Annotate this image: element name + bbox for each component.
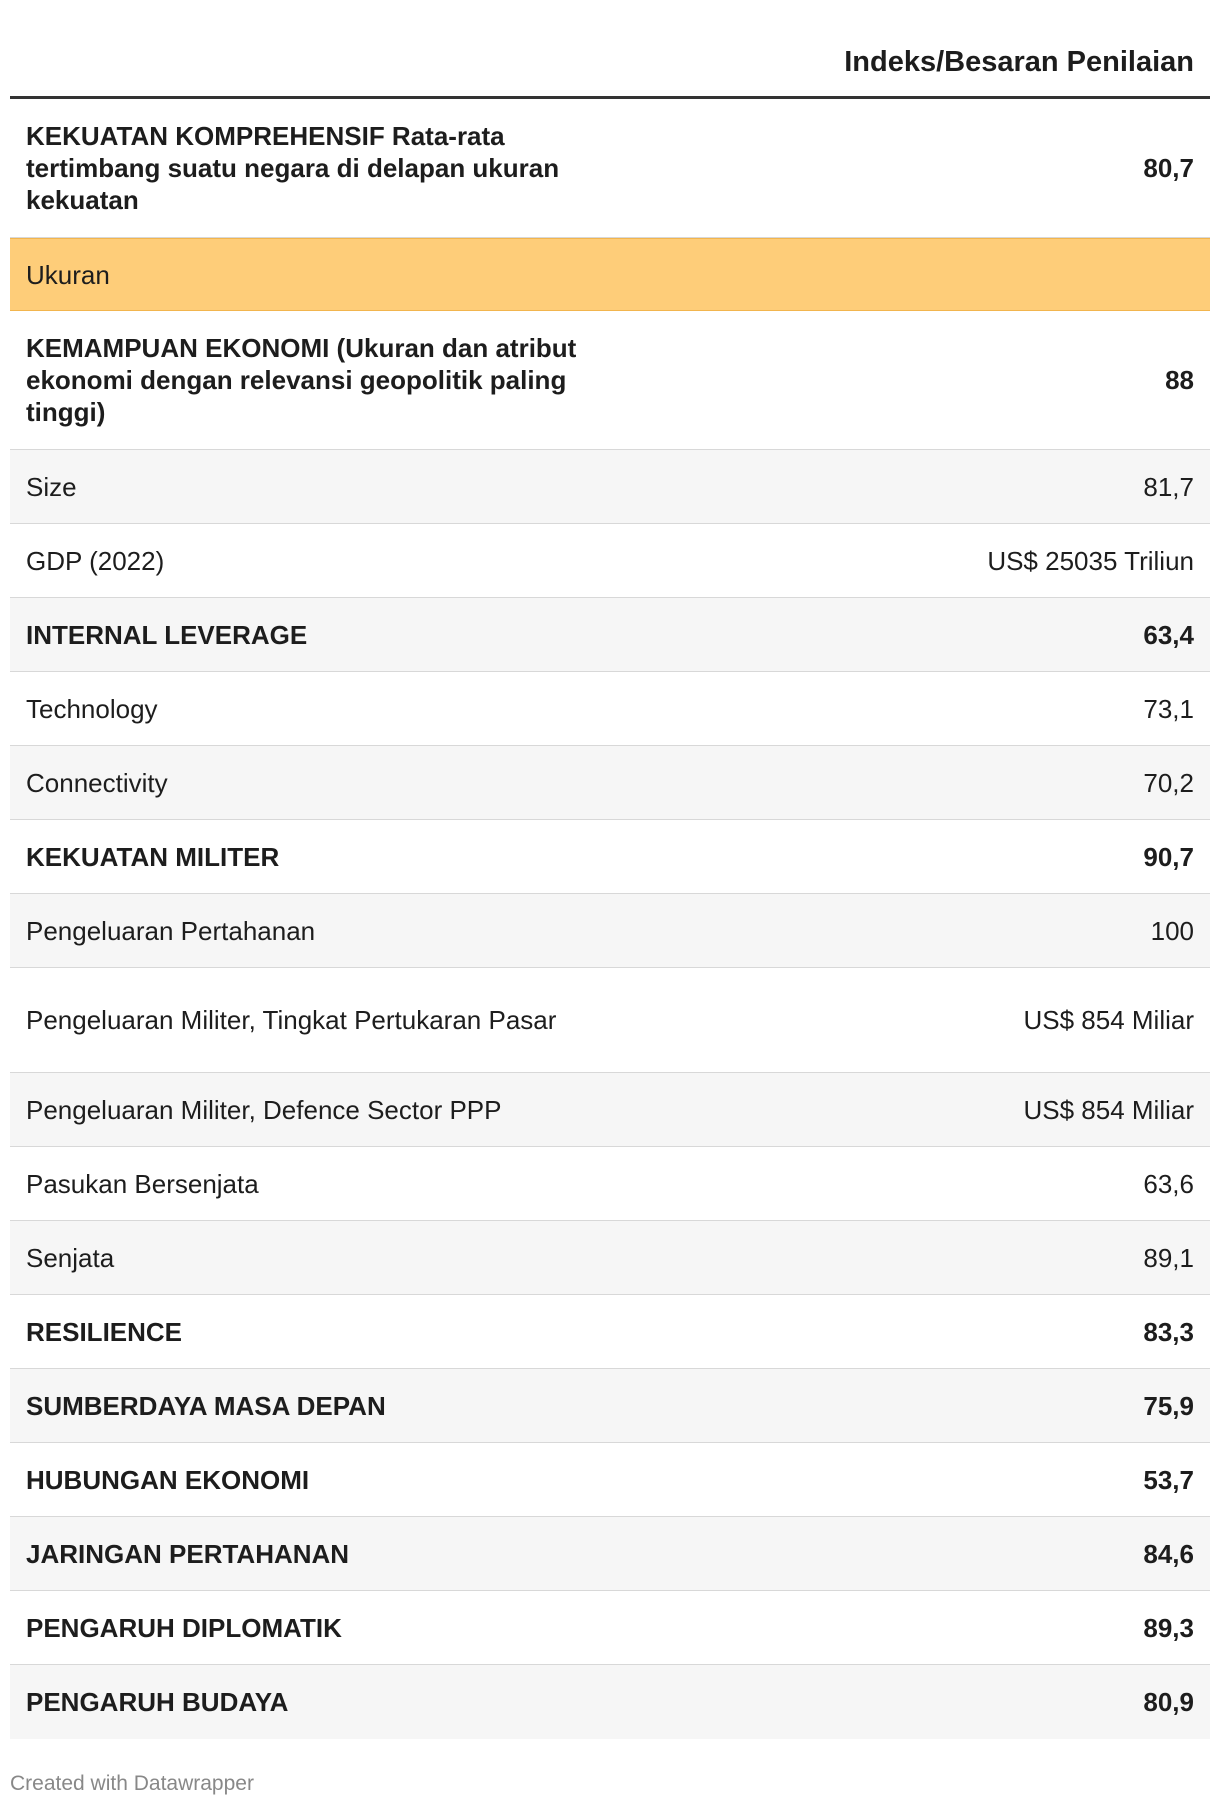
table-row-cultural-influence bbox=[10, 1665, 1210, 1739]
row-label: KEKUATAN KOMPREHENSIF Rata-rata tertimbang suatu negara di delapan ukuran kekuatan bbox=[26, 121, 560, 215]
table-row bbox=[10, 746, 1210, 820]
row-value: 88 bbox=[1165, 365, 1194, 395]
row-label: Technology bbox=[26, 693, 158, 724]
table-row-comprehensive-power bbox=[10, 99, 1210, 238]
row-value: 73,1 bbox=[1143, 693, 1194, 724]
table-row bbox=[10, 1073, 1210, 1147]
table-header bbox=[10, 0, 1210, 99]
row-value: 89,3 bbox=[1143, 1612, 1194, 1643]
row-value: 90,7 bbox=[1143, 841, 1194, 872]
table-row bbox=[10, 524, 1210, 598]
row-label: Pengeluaran Pertahanan bbox=[26, 915, 316, 946]
table-row bbox=[10, 894, 1210, 968]
row-label: Pengeluaran Militer, Defence Sector PPP bbox=[26, 1094, 502, 1125]
row-value: 70,2 bbox=[1143, 767, 1194, 798]
table-row-economic-relationships bbox=[10, 1443, 1210, 1517]
row-label: Connectivity bbox=[26, 767, 168, 798]
section-label: Ukuran bbox=[26, 259, 110, 290]
row-value: US$ 854 Miliar bbox=[1023, 1094, 1194, 1125]
table-row bbox=[10, 1221, 1210, 1295]
table-row-internal-leverage bbox=[10, 598, 1210, 672]
column-header-label: Indeks/Besaran Penilaian bbox=[844, 46, 1194, 78]
table-row-defence-networks bbox=[10, 1517, 1210, 1591]
table-row bbox=[10, 968, 1210, 1073]
row-label: SUMBERDAYA MASA DEPAN bbox=[26, 1390, 386, 1421]
table-row-economic-capability bbox=[10, 311, 1210, 450]
table-row-diplomatic-influence bbox=[10, 1591, 1210, 1665]
row-label: RESILIENCE bbox=[26, 1316, 183, 1347]
row-label: Senjata bbox=[26, 1242, 115, 1273]
row-label: HUBUNGAN EKONOMI bbox=[26, 1464, 310, 1495]
row-value: 80,7 bbox=[1143, 153, 1194, 183]
row-label: JARINGAN PERTAHANAN bbox=[26, 1538, 350, 1569]
table-row-resilience bbox=[10, 1295, 1210, 1369]
table-row bbox=[10, 450, 1210, 524]
row-value: 84,6 bbox=[1143, 1538, 1194, 1569]
row-label: Pasukan Bersenjata bbox=[26, 1168, 259, 1199]
row-value: US$ 854 Miliar bbox=[1023, 1005, 1194, 1035]
row-label: GDP (2022) bbox=[26, 545, 165, 576]
datawrapper-credit[interactable]: Created with Datawrapper bbox=[10, 1772, 254, 1795]
row-label: Pengeluaran Militer, Tingkat Pertukaran Pasar bbox=[26, 1005, 557, 1035]
table-row bbox=[10, 672, 1210, 746]
row-label: PENGARUH BUDAYA bbox=[26, 1687, 289, 1717]
row-value: 83,3 bbox=[1143, 1316, 1194, 1347]
table-row bbox=[10, 1147, 1210, 1221]
row-value: US$ 25035 Triliun bbox=[987, 545, 1194, 576]
row-value: 63,4 bbox=[1143, 619, 1194, 650]
row-label: KEMAMPUAN EKONOMI (Ukuran dan atribut ekonomi dengan relevansi geopolitik paling tinggi) bbox=[26, 333, 577, 427]
row-value: 53,7 bbox=[1143, 1464, 1194, 1495]
data-table bbox=[10, 0, 1210, 1739]
row-value: 63,6 bbox=[1143, 1168, 1194, 1199]
row-value: 89,1 bbox=[1143, 1242, 1194, 1273]
row-label: INTERNAL LEVERAGE bbox=[26, 619, 308, 650]
section-header-row bbox=[10, 238, 1210, 311]
table-row-military-power bbox=[10, 820, 1210, 894]
row-value: 100 bbox=[1150, 915, 1194, 946]
row-value: 75,9 bbox=[1143, 1390, 1194, 1421]
row-value: 81,7 bbox=[1143, 471, 1194, 502]
table-row-future-resources bbox=[10, 1369, 1210, 1443]
row-label: PENGARUH DIPLOMATIK bbox=[26, 1612, 342, 1643]
row-label: KEKUATAN MILITER bbox=[26, 841, 280, 872]
row-value: 80,9 bbox=[1143, 1687, 1194, 1717]
row-label: Size bbox=[26, 471, 77, 502]
